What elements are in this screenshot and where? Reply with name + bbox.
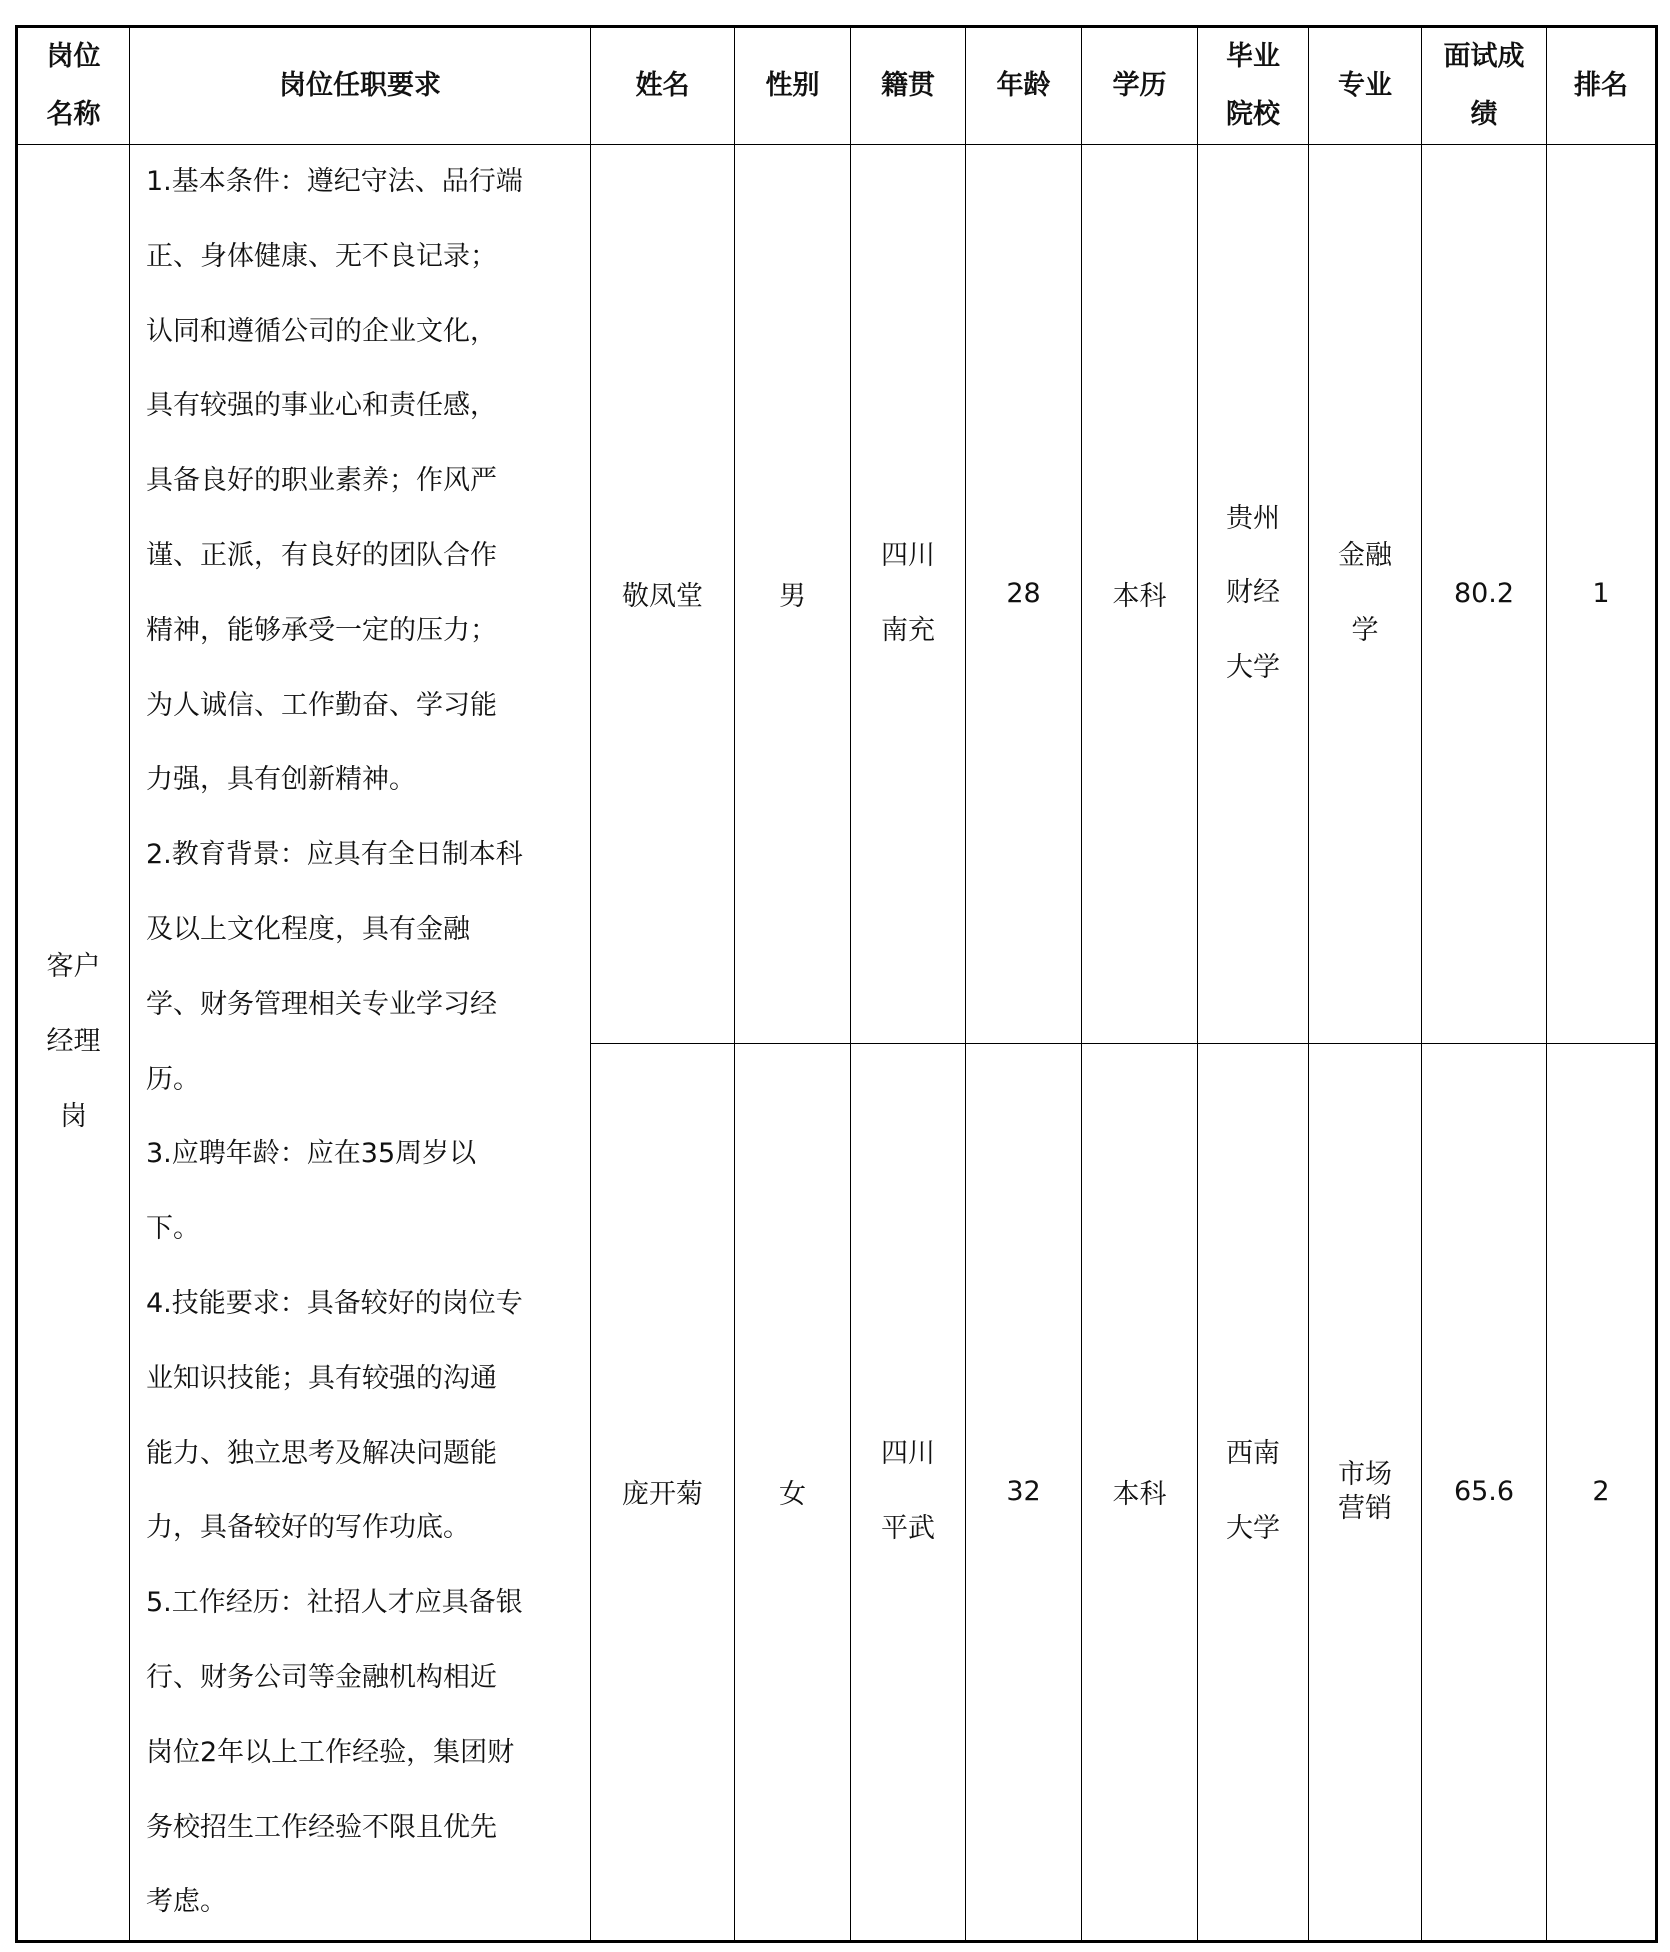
header-score: 面试成 绩: [1422, 27, 1547, 145]
candidate-school: 西南 大学: [1198, 1043, 1309, 1942]
requirement-line: 历。: [146, 1063, 200, 1095]
header-name: 姓名: [591, 27, 735, 145]
candidate-table: [15, 25, 1658, 1943]
candidate-major: 市场 营销: [1309, 1043, 1422, 1942]
requirement-line: 务校招生工作经验不限且优先: [146, 1811, 497, 1843]
candidate-rank: 2: [1547, 1043, 1657, 1942]
requirement-line: 下。: [146, 1213, 200, 1245]
candidate-gender: 男: [735, 145, 851, 1044]
requirement-line: 岗位2年以上工作经验，集团财: [146, 1736, 515, 1768]
requirement-line: 业知识技能；具有较强的沟通: [146, 1362, 497, 1394]
requirement-line: 1.基本条件：遵纪守法、品行端: [146, 166, 523, 197]
header-row: [17, 27, 1657, 145]
requirement-line: 力强，具有创新精神。: [146, 764, 416, 796]
requirement-line: 学、财务管理相关专业学习经: [146, 988, 497, 1020]
header-rank: 排名: [1547, 27, 1657, 145]
header-position: 岗位 名称: [17, 27, 130, 145]
requirement-line: 2.教育背景：应具有全日制本科: [146, 839, 523, 871]
table-row: [17, 145, 1657, 1044]
requirement-line: 谨、正派，有良好的团队合作: [146, 539, 497, 571]
requirement-line: 行、财务公司等金融机构相近: [146, 1661, 497, 1693]
requirements-cell: [130, 145, 591, 1942]
candidate-major: 金融 学: [1309, 145, 1422, 1044]
requirement-line: 精神，能够承受一定的压力；: [146, 614, 497, 646]
requirement-line: 及以上文化程度，具有金融: [146, 913, 470, 945]
requirement-line: 力，具备较好的写作功底。: [146, 1512, 470, 1544]
candidate-education: 本科: [1082, 145, 1198, 1044]
position-cell: 客户 经理 岗: [17, 145, 130, 1942]
requirement-line: 考虑。: [146, 1886, 227, 1918]
header-major: 专业: [1309, 27, 1422, 145]
requirement-line: 认同和遵循公司的企业文化，: [146, 315, 497, 347]
requirement-line: 为人诚信、工作勤奋、学习能: [146, 689, 497, 721]
requirement-line: 5.工作经历：社招人才应具备银: [146, 1587, 523, 1619]
candidate-age: 32: [966, 1043, 1082, 1942]
candidate-name: 敬凤堂: [591, 145, 735, 1044]
header-requirements: 岗位任职要求: [130, 27, 591, 145]
requirement-line: 能力、独立思考及解决问题能: [146, 1437, 497, 1469]
header-gender: 性别: [735, 27, 851, 145]
header-education: 学历: [1082, 27, 1198, 145]
requirement-line: 4.技能要求：具备较好的岗位专: [146, 1287, 523, 1319]
requirement-line: 正、身体健康、无不良记录；: [146, 240, 497, 272]
requirement-line: 具有较强的事业心和责任感，: [146, 390, 497, 422]
header-age: 年龄: [966, 27, 1082, 145]
candidate-rank: 1: [1547, 145, 1657, 1044]
candidate-school: 贵州 财经 大学: [1198, 145, 1309, 1044]
candidate-education: 本科: [1082, 1043, 1198, 1942]
candidate-origin: 四川 南充: [851, 145, 966, 1044]
candidate-gender: 女: [735, 1043, 851, 1942]
candidate-name: 庞开菊: [591, 1043, 735, 1942]
candidate-score: 80.2: [1422, 145, 1547, 1044]
candidate-origin: 四川 平武: [851, 1043, 966, 1942]
candidate-score: 65.6: [1422, 1043, 1547, 1942]
requirement-line: 具备良好的职业素养；作风严: [146, 465, 497, 497]
requirement-line: 3.应聘年龄：应在35周岁以: [146, 1138, 477, 1170]
header-school: 毕业 院校: [1198, 27, 1309, 145]
header-origin: 籍贯: [851, 27, 966, 145]
candidate-age: 28: [966, 145, 1082, 1044]
